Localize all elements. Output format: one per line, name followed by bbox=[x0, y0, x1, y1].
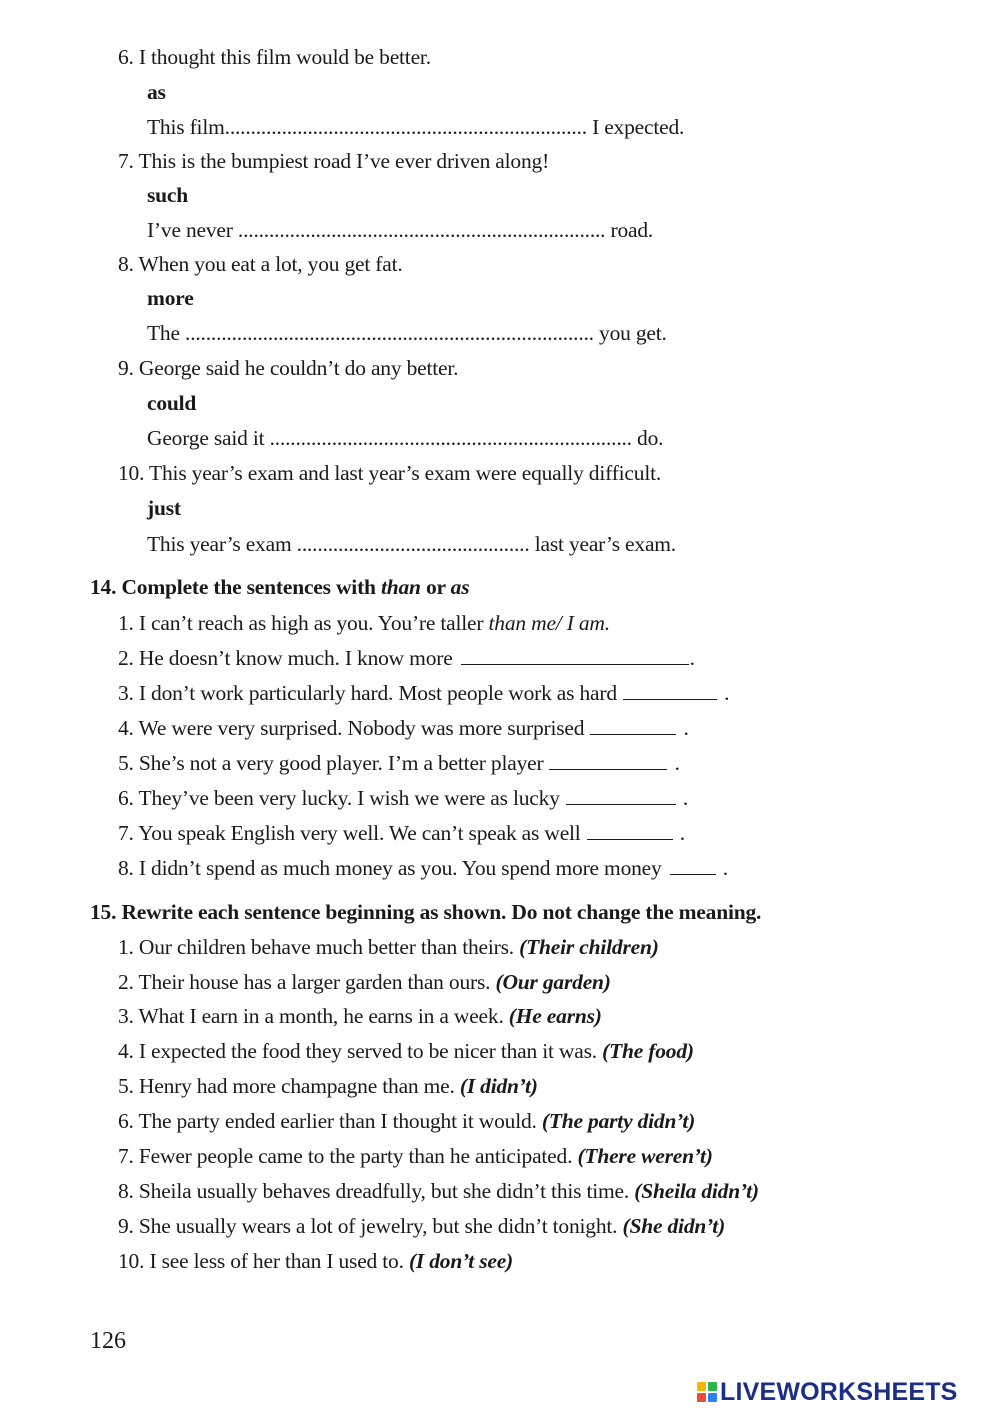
ex13-item-8-answer-line bbox=[147, 318, 667, 348]
ex14-heading-or: or bbox=[420, 575, 451, 599]
item-end: . bbox=[677, 786, 689, 810]
answer-start: This year’s exam bbox=[147, 532, 297, 556]
answer-start: George said it bbox=[147, 426, 270, 450]
answer-start: This film bbox=[147, 115, 225, 139]
item-prompt: (He earns) bbox=[508, 1004, 602, 1028]
item-text: 8. I didn’t spend as much money as you. You spend more money bbox=[118, 856, 662, 880]
item-prompt: (I didn’t) bbox=[459, 1074, 538, 1098]
item-text: 9. She usually wears a lot of jewelry, but she didn’t tonight. bbox=[118, 1214, 623, 1238]
item-text: 6. They’ve been very lucky. I wish we were as lucky bbox=[118, 786, 560, 810]
item-prompt: (The party didn’t) bbox=[541, 1109, 696, 1133]
liveworksheets-brand bbox=[697, 1377, 958, 1407]
item-text: 2. He doesn’t know much. I know more bbox=[118, 646, 453, 670]
ex13-item-9-sentence: 9. George said he couldn’t do any better. bbox=[118, 356, 459, 380]
ex14-heading-as: as bbox=[450, 575, 470, 599]
liveworksheets-logo-icon bbox=[697, 1382, 717, 1402]
ex15-item-4 bbox=[118, 1036, 694, 1066]
ex15-item-6 bbox=[118, 1106, 695, 1136]
ex15-item-9 bbox=[118, 1211, 725, 1241]
item-prompt: (She didn’t) bbox=[622, 1214, 726, 1238]
ex13-item-7-keyword: such bbox=[147, 183, 189, 207]
item-text: 4. I expected the food they served to be nicer than it was. bbox=[118, 1039, 603, 1063]
brand-name: LIVEWORKSHEETS bbox=[720, 1377, 958, 1406]
item-text: 6. The party ended earlier than I thought it would. bbox=[118, 1109, 542, 1133]
answer-start: I’ve never bbox=[147, 218, 238, 242]
item-end: . bbox=[717, 856, 728, 880]
ex13-item-10-sentence: 10. This year’s exam and last year’s exam were equally difficult. bbox=[118, 461, 662, 485]
ex15-item-2 bbox=[118, 967, 611, 997]
ex14-item-3 bbox=[118, 678, 729, 708]
item-text: 8. Sheila usually behaves dreadfully, but she didn’t this time. bbox=[118, 1179, 635, 1203]
ex13-item-7-sentence: 7. This is the bumpiest road I’ve ever driven along! bbox=[118, 149, 550, 173]
item-prompt: (There weren’t) bbox=[577, 1144, 713, 1168]
answer-blank[interactable] bbox=[670, 856, 716, 875]
ex14-item-8 bbox=[118, 853, 728, 883]
answer-end: last year’s exam. bbox=[529, 532, 676, 556]
ex15-item-5 bbox=[118, 1071, 538, 1101]
answer-end: do. bbox=[631, 426, 664, 450]
ex13-item-9-answer-line bbox=[147, 423, 663, 453]
item-text: 7. You speak English very well. We can’t speak as well bbox=[118, 821, 581, 845]
ex14-item-7 bbox=[118, 818, 685, 848]
item-text: 1. Our children behave much better than theirs. bbox=[118, 935, 520, 959]
ex15-heading: 15. Rewrite each sentence beginning as shown. Do not change the meaning. bbox=[90, 900, 762, 924]
answer-blank[interactable]: ...................................................................... bbox=[224, 115, 587, 139]
item-text: 7. Fewer people came to the party than he anticipated. bbox=[118, 1144, 578, 1168]
answer-blank[interactable] bbox=[623, 681, 717, 700]
item-text: 3. I don’t work particularly hard. Most people work as hard bbox=[118, 681, 617, 705]
answer-end: I expected. bbox=[586, 115, 685, 139]
item-end: . bbox=[669, 751, 680, 775]
item-text: 2. Their house has a larger garden than ours. bbox=[118, 970, 496, 994]
item-prompt: (Sheila didn’t) bbox=[634, 1179, 759, 1203]
answer-blank[interactable] bbox=[549, 751, 667, 770]
item-end: . bbox=[689, 646, 695, 670]
answer-blank[interactable]: ............................................................................... bbox=[185, 321, 594, 345]
item-text: 4. We were very surprised. Nobody was more surprised bbox=[118, 716, 585, 740]
ex13-item-6-sentence: 6. I thought this film would be better. bbox=[118, 45, 431, 69]
answer-end: you get. bbox=[593, 321, 667, 345]
ex13-item-7-answer-line bbox=[147, 215, 653, 245]
item-prompt: (Their children) bbox=[519, 935, 659, 959]
ex15-item-3 bbox=[118, 1001, 602, 1031]
ex13-item-8-sentence: 8. When you eat a lot, you get fat. bbox=[118, 252, 403, 276]
ex14-heading bbox=[90, 572, 469, 602]
page-number: 126 bbox=[90, 1328, 126, 1354]
answer-blank[interactable] bbox=[587, 821, 673, 840]
item-prompt: (The food) bbox=[602, 1039, 694, 1063]
ex15-item-10 bbox=[118, 1246, 513, 1276]
item-text: 5. Henry had more champagne than me. bbox=[118, 1074, 460, 1098]
ex14-example bbox=[118, 608, 610, 638]
ex13-item-10-keyword: just bbox=[147, 496, 181, 520]
ex14-example-text: 1. I can’t reach as high as you. You’re taller bbox=[118, 611, 489, 635]
ex13-item-10-answer-line bbox=[147, 529, 676, 559]
item-prompt: (Our garden) bbox=[495, 970, 611, 994]
ex13-item-9-keyword: could bbox=[147, 391, 197, 415]
ex14-item-4 bbox=[118, 713, 689, 743]
ex13-item-8-keyword: more bbox=[147, 286, 194, 310]
item-text: 10. I see less of her than I used to. bbox=[118, 1249, 409, 1273]
ex14-example-answer: than me/ I am. bbox=[488, 611, 610, 635]
answer-blank[interactable]: ...................................................................... bbox=[269, 426, 632, 450]
answer-end: road. bbox=[605, 218, 654, 242]
ex14-item-5 bbox=[118, 748, 680, 778]
item-end: . bbox=[718, 681, 730, 705]
ex15-item-1 bbox=[118, 932, 659, 962]
ex14-item-2 bbox=[118, 643, 695, 673]
answer-blank[interactable] bbox=[590, 716, 676, 735]
ex14-heading-than: than bbox=[380, 575, 421, 599]
item-text: 5. She’s not a very good player. I’m a better player bbox=[118, 751, 544, 775]
ex15-item-8 bbox=[118, 1176, 759, 1206]
item-text: 3. What I earn in a month, he earns in a week. bbox=[118, 1004, 509, 1028]
ex14-item-6 bbox=[118, 783, 688, 813]
item-end: . bbox=[678, 716, 689, 740]
ex13-item-6-answer-line bbox=[147, 112, 684, 142]
ex15-item-7 bbox=[118, 1141, 713, 1171]
answer-start: The bbox=[147, 321, 186, 345]
answer-blank[interactable]: ....................................................................... bbox=[237, 218, 606, 242]
ex13-item-6-keyword: as bbox=[147, 80, 166, 104]
answer-blank[interactable] bbox=[461, 646, 689, 665]
ex14-heading-text: 14. Complete the sentences with bbox=[90, 575, 381, 599]
item-prompt: (I don’t see) bbox=[408, 1249, 514, 1273]
item-end: . bbox=[674, 821, 685, 845]
answer-blank[interactable]: ............................................. bbox=[296, 532, 530, 556]
answer-blank[interactable] bbox=[566, 786, 676, 805]
